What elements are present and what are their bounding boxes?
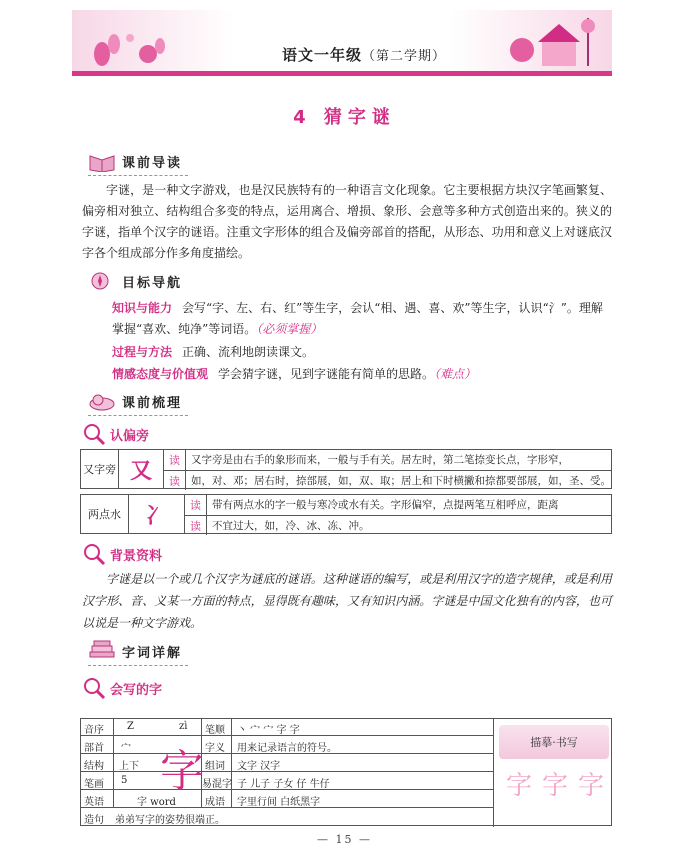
grid-line <box>113 719 114 807</box>
radical-row-text: 如，对、邓；居右时，捺部展，如，双、取；居上和下时横撇和捺都要部展，如，圣、受。 <box>191 475 611 487</box>
idiom-value: 字里行间 白纸黑字 <box>237 797 321 808</box>
goal-tag: （必须掌握） <box>256 322 323 336</box>
radical-row <box>80 494 612 534</box>
lesson-title: 4 猜字谜 <box>293 107 396 128</box>
confusable-value: 子 儿子 子女 仔 牛仔 <box>237 779 330 790</box>
structure-key: 结构 <box>84 761 104 772</box>
goal-item-knowledge <box>112 298 612 340</box>
radical-glyph: 冫 <box>129 495 185 533</box>
preview-paragraph: 字谜，是一种文字游戏，也是汉民族特有的一种语言文化现象。它主要根据方块汉字笔画繁复、偏旁相对独立、结构组合多变的特点，运用离合、增损、象形、会意等多种方式创造出来的。狭义的字谜，指单个汉字的谜语。注重文字形体的组合及偏旁部首的搭配，从形态、功用和意义上对谜底汉字各个组成部分作多角度描绘。 <box>82 183 612 260</box>
goal-key: 过程与方法 <box>112 345 173 359</box>
section-review-heading <box>88 390 182 412</box>
goal-item-process <box>112 342 612 363</box>
books-icon <box>88 640 116 662</box>
order-key: 音序 <box>84 725 104 736</box>
header-banner <box>72 10 612 76</box>
sub-writing-heading <box>82 676 162 700</box>
main-character: 字 <box>160 746 204 797</box>
words-key: 组词 <box>205 761 225 772</box>
meaning-key: 字义 <box>205 743 225 754</box>
strokes-value: 丶 宀 宀 字 字 <box>237 725 300 736</box>
magnifier-icon <box>82 422 106 446</box>
sentence-value: 弟弟写字的姿势很端正。 <box>115 815 225 826</box>
strokes-key: 笔顺 <box>205 725 225 736</box>
radical-row-label: 读 <box>185 495 207 515</box>
sentence-key: 造句 <box>84 815 104 826</box>
radical-name: 两点水 <box>81 495 129 533</box>
count-value: 5 <box>121 775 128 786</box>
cloud-icon <box>88 390 116 412</box>
radical-row-label: 读 <box>164 450 186 470</box>
page-number: — 15 — <box>317 833 372 846</box>
section-preview-label: 课前导读 <box>122 155 183 171</box>
section-goals-label: 目标导航 <box>122 275 183 291</box>
sub-background-heading <box>82 542 162 566</box>
radical-row-label: 读 <box>164 471 186 490</box>
magnifier-icon <box>82 676 106 700</box>
sub-radicals-label: 认偏旁 <box>110 428 150 444</box>
goal-item-attitude <box>112 364 612 385</box>
sub-background-label: 背景资料 <box>110 548 163 564</box>
radical-row <box>80 449 612 489</box>
trace-char: 字 <box>505 770 532 801</box>
radical-name: 又字旁 <box>81 450 119 488</box>
sub-radicals-heading <box>82 422 149 446</box>
character-card <box>80 718 612 826</box>
english-key: 英语 <box>84 797 104 808</box>
section-vocab-heading <box>88 640 182 662</box>
english-value: 字 word <box>137 797 176 808</box>
flower-decoration-icon <box>90 24 170 70</box>
section-vocab-label: 字词详解 <box>122 645 183 661</box>
grid-line <box>493 719 494 827</box>
count-key: 笔画 <box>84 779 104 790</box>
grid-line <box>231 719 232 807</box>
radical-value: 宀 <box>121 743 131 754</box>
goal-text: 正确、流利地朗读课文。 <box>182 345 315 359</box>
structure-value: 上下 <box>119 761 139 772</box>
order-value: Z <box>127 721 134 732</box>
section-preview-heading <box>88 150 182 172</box>
section-underline <box>88 415 188 416</box>
pinyin: zì <box>179 721 188 732</box>
trace-char: 字 <box>577 770 604 801</box>
goal-tag: （难点） <box>434 367 477 381</box>
trace-area[interactable] <box>501 763 609 803</box>
section-goals-heading <box>88 270 182 292</box>
background-paragraph: 字谜是以一个或几个汉字为谜底的谜语。这种谜语的编写，或是利用汉字的造字规律，或是利用汉字形、音、义某一方面的特点，显得既有趣味，又有知识内涵。字谜是中国文化独有的内容，也可以说是一种文字游戏。 <box>82 572 612 630</box>
goal-text: 会写“字、左、右、红”等生字，会认“相、遇、喜、欢”等生字，认识“氵”。理解掌握“喜欢、纯净”等词语。 <box>112 301 603 336</box>
book-icon <box>88 150 116 172</box>
trace-label: 描摹·书写 <box>499 725 609 759</box>
goal-key: 情感态度与价值观 <box>112 367 209 381</box>
section-review-label: 课前梳理 <box>122 395 183 411</box>
confusable-key: 易混字 <box>202 779 232 790</box>
section-underline <box>88 665 188 666</box>
goal-key: 知识与能力 <box>112 301 173 315</box>
radical-row-text: 不宜过大，如，冷、冰、冻、冲。 <box>212 520 370 532</box>
radical-glyph: 又 <box>119 450 164 488</box>
section-underline <box>88 175 188 176</box>
book-title-main: 语文一年级 <box>282 46 363 64</box>
book-title <box>282 44 446 65</box>
book-title-sub: （第二学期） <box>362 49 447 64</box>
goal-text: 学会猜字谜，见到字谜能有简单的思路。 <box>218 367 435 381</box>
words-value: 文字 汉字 <box>237 761 281 772</box>
trace-char: 字 <box>541 770 568 801</box>
radical-row-text: 带有两点水的字一般与寒冷或水有关。字形偏窄，点提两笔互相呼应，距离 <box>212 499 559 511</box>
compass-icon <box>88 270 116 292</box>
magnifier-icon <box>82 542 106 566</box>
meaning-value: 用来记录语言的符号。 <box>237 743 337 754</box>
grid-line <box>81 771 493 772</box>
radical-row-text: 又字旁是由右手的象形而来，一般与手有关。居左时，第二笔捺变长点，字形窄， <box>191 454 569 466</box>
radical-row-label: 读 <box>185 516 207 535</box>
sub-writing-label: 会写的字 <box>110 682 163 698</box>
radical-key: 部首 <box>84 743 104 754</box>
house-decoration-icon <box>502 14 602 72</box>
idiom-key: 成语 <box>205 797 225 808</box>
